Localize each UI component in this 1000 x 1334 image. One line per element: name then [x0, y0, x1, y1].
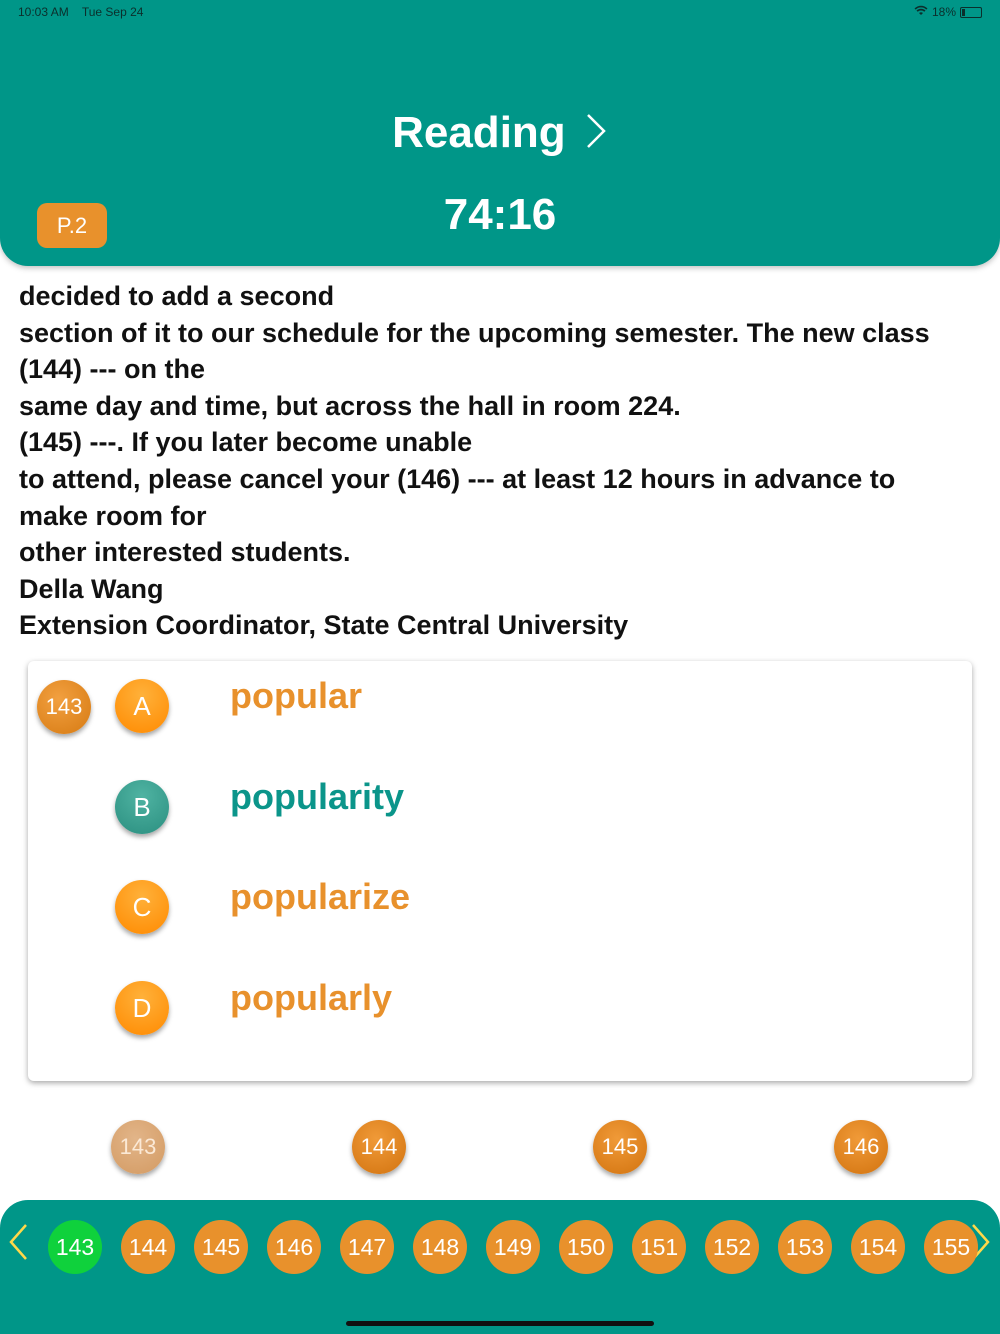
passage-line: (145) ---. If you later become unable — [19, 427, 473, 458]
nav-question-152[interactable]: 152 — [705, 1220, 759, 1274]
status-date: Tue Sep 24 — [81, 5, 144, 19]
question-number-badge: 143 — [37, 680, 91, 734]
question-jump-143[interactable]: 143 — [111, 1120, 165, 1174]
chevron-right-icon — [584, 108, 608, 157]
option-b-text[interactable]: popularity — [230, 776, 405, 817]
nav-question-153[interactable]: 153 — [778, 1220, 832, 1274]
nav-question-147[interactable]: 147 — [340, 1220, 394, 1274]
passage-line: other interested students. — [19, 537, 351, 568]
passage-line: (144) --- on the — [19, 354, 205, 385]
option-d-button[interactable]: D — [115, 981, 169, 1035]
status-time: 10:03 AM — [18, 5, 69, 19]
nav-question-149[interactable]: 149 — [486, 1220, 540, 1274]
question-jump-144[interactable]: 144 — [352, 1120, 406, 1174]
status-bar-right — [914, 5, 982, 19]
option-d-text[interactable]: popularly — [230, 977, 393, 1018]
nav-question-146[interactable]: 146 — [267, 1220, 321, 1274]
nav-question-143[interactable]: 143 — [48, 1220, 102, 1274]
passage-line: to attend, please cancel your (146) --- at least 12 hours in advance to — [19, 463, 896, 494]
question-number-strip — [44, 1218, 971, 1276]
status-bar-left — [18, 5, 153, 19]
home-indicator[interactable] — [346, 1321, 654, 1326]
nav-question-144[interactable]: 144 — [121, 1220, 175, 1274]
battery-percent: 18% — [931, 5, 956, 19]
passage-line: make room for — [19, 500, 207, 531]
nav-question-154[interactable]: 154 — [851, 1220, 905, 1274]
section-title: Reading — [392, 108, 566, 157]
passage-line: Della Wang — [19, 573, 164, 604]
question-jump-145[interactable]: 145 — [593, 1120, 647, 1174]
chevron-left-icon[interactable] — [8, 1222, 30, 1273]
option-a-button[interactable]: A — [115, 679, 169, 733]
option-c-text[interactable]: popularize — [230, 876, 411, 917]
countdown-timer: 74:16 — [443, 190, 557, 239]
option-c-button[interactable]: C — [115, 880, 169, 934]
nav-question-145[interactable]: 145 — [194, 1220, 248, 1274]
battery-icon — [960, 7, 982, 18]
passage-line: same day and time, but across the hall in room 224. — [19, 390, 681, 421]
option-b-button[interactable]: B — [115, 780, 169, 834]
part-badge[interactable]: P.2 — [37, 203, 107, 248]
nav-question-148[interactable]: 148 — [413, 1220, 467, 1274]
nav-question-151[interactable]: 151 — [632, 1220, 686, 1274]
nav-question-155[interactable]: 155 — [924, 1220, 978, 1274]
section-title-button[interactable] — [0, 108, 1000, 158]
passage-line: decided to add a second — [19, 281, 335, 311]
passage-line: Extension Coordinator, State Central University — [19, 610, 629, 641]
wifi-icon — [914, 5, 928, 19]
option-a-text[interactable]: popular — [230, 675, 362, 716]
header-bar — [0, 0, 1000, 266]
nav-question-150[interactable]: 150 — [559, 1220, 613, 1274]
question-jump-146[interactable]: 146 — [834, 1120, 888, 1174]
question-card — [28, 661, 972, 1081]
reading-passage — [19, 278, 984, 644]
passage-line: section of it to our schedule for the upcoming semester. The new class — [19, 317, 930, 348]
